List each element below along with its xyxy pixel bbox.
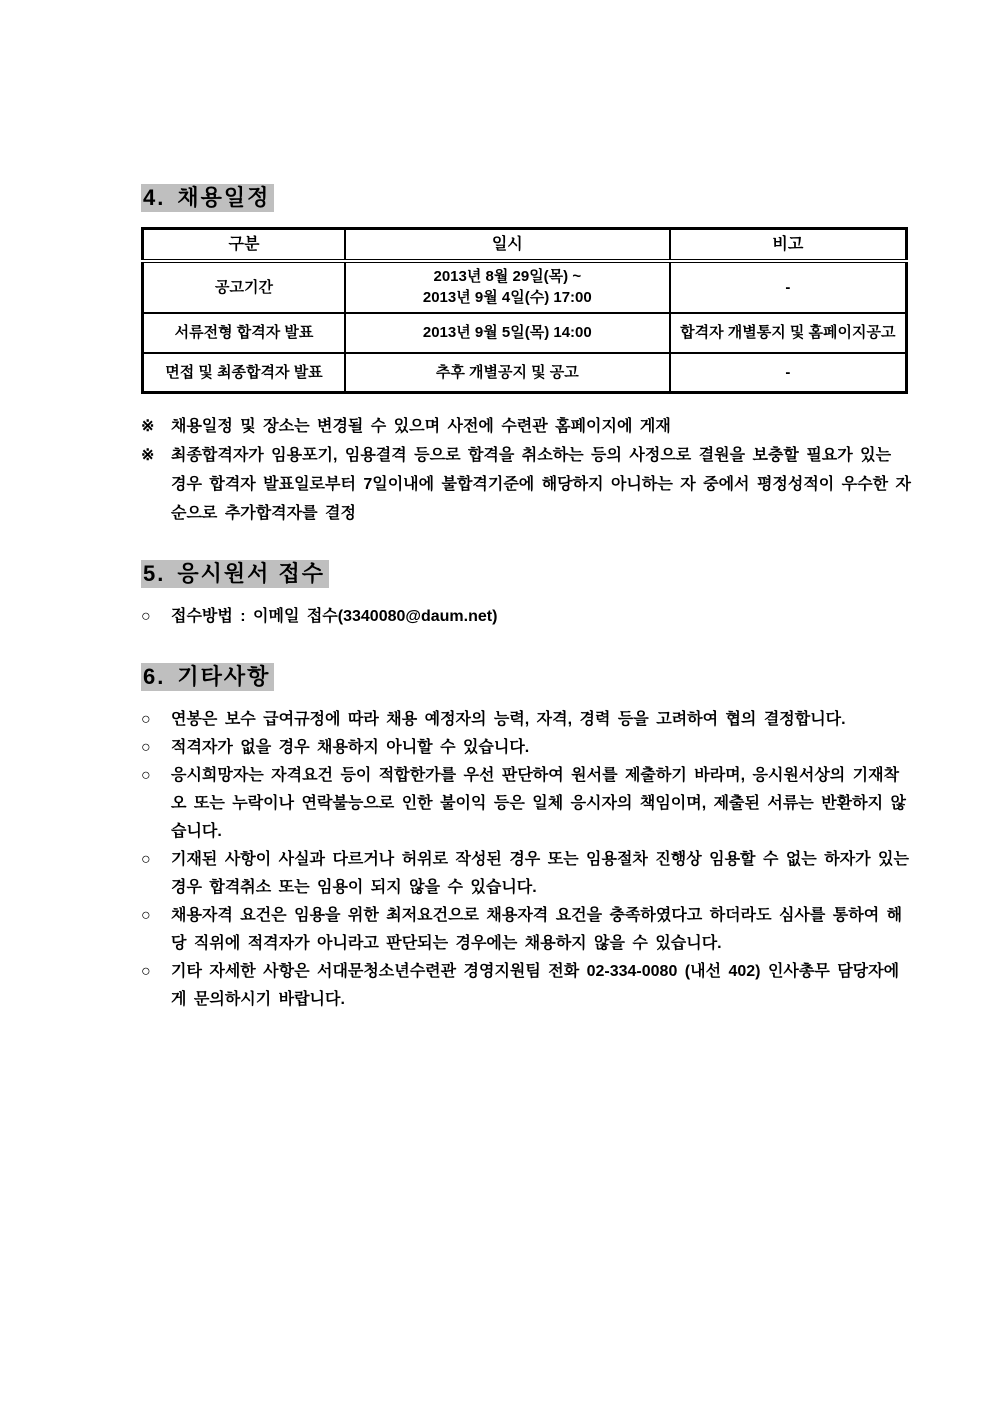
recruitment-schedule-table: [141, 227, 908, 394]
bullet-line: [141, 706, 913, 734]
table-header-datetime: 일시: [345, 229, 670, 261]
cell-datetime-line: 2013년 8월 29일(목) ~: [433, 268, 582, 285]
cell-category: 공고기간: [143, 261, 345, 313]
circle-bullet-icon: ○: [141, 608, 151, 625]
document-content: [141, 184, 913, 1014]
circle-bullet-icon: ○: [141, 711, 151, 728]
cell-remarks: -: [670, 261, 907, 313]
bullet-text: 기재된 사항이 사실과 다르거나 허위로 작성된 경우 또는 임용절차 진행상 임용할 수 없는 하자가 있는 경우 합격취소 또는 임용이 되지 않을 수 있습니다.: [171, 851, 909, 896]
bullet-line: [141, 958, 913, 1014]
table-row: [143, 353, 907, 393]
cell-remarks: -: [670, 353, 907, 393]
bullet-line: [141, 902, 913, 958]
section5-heading: [141, 560, 913, 588]
section6-number: 6.: [143, 664, 166, 689]
section6-heading: [141, 663, 913, 691]
bullet-text: 적격자가 없을 경우 채용하지 아니할 수 있습니다.: [171, 739, 530, 756]
circle-bullet-icon: ○: [141, 767, 151, 784]
cell-datetime: 추후 개별공지 및 공고: [345, 353, 670, 393]
cell-category: 면접 및 최종합격자 발표: [143, 353, 345, 393]
section6-heading-highlight: [141, 663, 274, 691]
bullet-text: 채용자격 요건은 임용을 위한 최저요건으로 채용자격 요건을 충족하였다고 하더라도 심사를 통하여 해당 직위에 적격자가 아니라고 판단되는 경우에는 채용하지 않을 수 있습니다.: [171, 907, 903, 952]
note-line: [141, 441, 913, 528]
cell-category: 서류전형 합격자 발표: [143, 313, 345, 353]
section4-heading-highlight: [141, 184, 274, 212]
circle-bullet-icon: ○: [141, 851, 151, 868]
circle-bullet-icon: ○: [141, 907, 151, 924]
bullet-line: [141, 762, 913, 846]
cell-datetime-line: 2013년 9월 4일(수) 17:00: [422, 289, 592, 306]
cell-datetime: 2013년 9월 5일(목) 14:00: [345, 313, 670, 353]
section4-heading: [141, 184, 913, 212]
table-header-remarks: 비고: [670, 229, 907, 261]
spacer: [141, 631, 913, 663]
section4-number: 4.: [143, 185, 166, 210]
table-row: [143, 313, 907, 353]
cell-remarks: 합격자 개별통지 및 홈페이지공고: [670, 313, 907, 353]
bullet-text: 연봉은 보수 급여규정에 따라 채용 예정자의 능력, 자격, 경력 등을 고려하여 협의 결정합니다.: [171, 711, 846, 728]
table-row: [143, 261, 907, 313]
table-header-category: 구분: [143, 229, 345, 261]
note-line: [141, 412, 913, 441]
cell-datetime: [345, 261, 670, 313]
reference-mark-icon: ※: [141, 418, 155, 435]
note-text: 최종합격자가 임용포기, 임용결격 등으로 합격을 취소하는 등의 사정으로 결원을 보충할 필요가 있는 경우 합격자 발표일로부터 7일이내에 불합격기준에 해당하지 아니하는 자 중에서 평정성적이 우수한 자 순으로 추가합격자를 결정: [171, 447, 911, 522]
bullet-text: 기타 자세한 사항은 서대문청소년수련관 경영지원팀 전화 02-334-0080 (내선 402) 인사총무 담당자에게 문의하시기 바랍니다.: [171, 963, 900, 1008]
reference-mark-icon: ※: [141, 447, 155, 464]
section5-title: 응시원서 접수: [177, 561, 325, 586]
section5-number: 5.: [143, 561, 166, 586]
section5-heading-highlight: [141, 560, 329, 588]
bullet-text: 접수방법 : 이메일 접수(3340080@daum.net): [171, 608, 498, 625]
bullet-text: 응시희망자는 자격요건 등이 적합한가를 우선 판단하여 원서를 제출하기 바라며, 응시원서상의 기재착오 또는 누락이나 연락불능으로 인한 불이익 등은 일체 응시자의 책임이며, 제출된 서류는 반환하지 않습니다.: [171, 767, 906, 840]
spacer: [141, 528, 913, 560]
section6-title: 기타사항: [177, 664, 271, 689]
circle-bullet-icon: ○: [141, 963, 151, 980]
section4-title: 채용일정: [177, 185, 271, 210]
circle-bullet-icon: ○: [141, 739, 151, 756]
bullet-line: [141, 846, 913, 902]
section4-notes: [141, 412, 913, 528]
bullet-line: [141, 734, 913, 762]
note-text: 채용일정 및 장소는 변경될 수 있으며 사전에 수련관 홈페이지에 게재: [171, 418, 671, 435]
bullet-line: [141, 603, 913, 631]
table-header-row: [143, 229, 907, 261]
